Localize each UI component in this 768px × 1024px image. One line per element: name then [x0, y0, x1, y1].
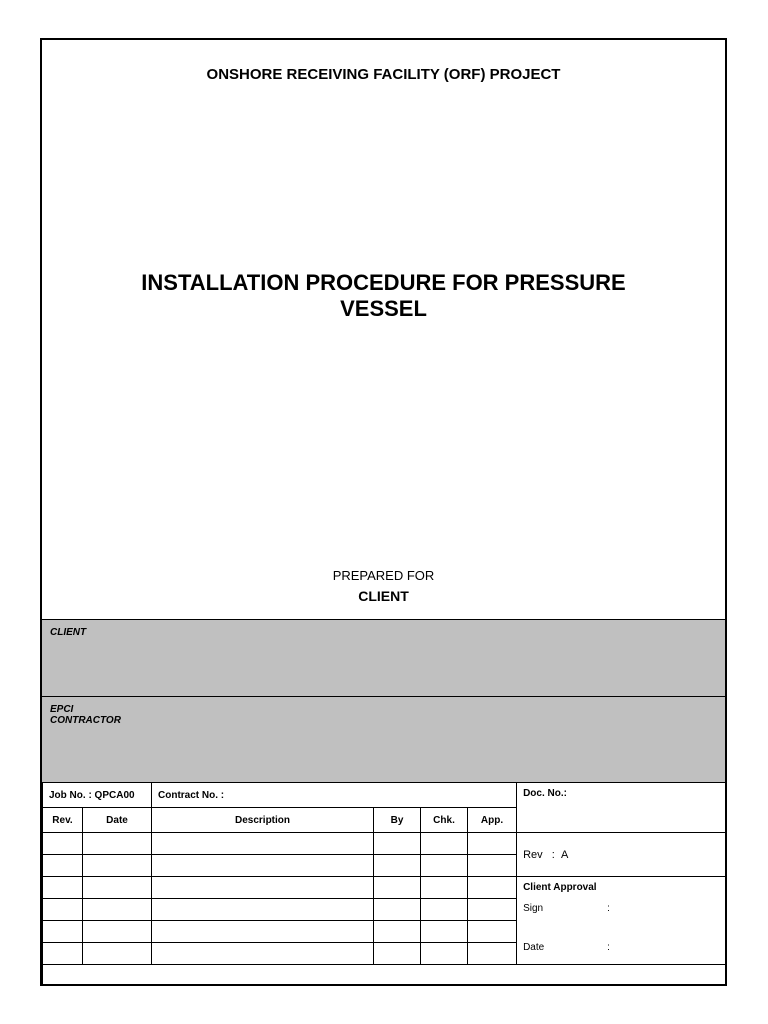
prepared-for-client: CLIENT [358, 588, 409, 604]
rev-label: Rev [523, 848, 543, 861]
header-by: By [374, 808, 421, 833]
date-label: Date [523, 942, 545, 953]
table-row [43, 877, 726, 899]
prepared-for-label: PREPARED FOR [332, 568, 435, 583]
header-app: App. [468, 808, 517, 833]
document-title-line-2: VESSEL [340, 296, 427, 321]
contract-no-cell: Contract No. : [152, 783, 517, 808]
header-chk: Chk. [421, 808, 468, 833]
document-title [42, 270, 725, 322]
header-date: Date [83, 808, 152, 833]
epci-contractor-panel [42, 696, 725, 782]
table-footer-row [43, 965, 726, 985]
document-title-line-1: INSTALLATION PROCEDURE FOR PRESSURE [141, 270, 626, 295]
doc-no-cell: Doc. No.: [517, 783, 726, 833]
client-panel-label: CLIENT [50, 627, 87, 638]
epci-label-line-1: EPCI [50, 704, 74, 715]
cover-sheet-frame [40, 38, 727, 986]
job-no-cell: Job No. : QPCA00 [43, 783, 152, 808]
header-description: Description [152, 808, 374, 833]
rev-cell [517, 833, 726, 877]
client-panel [42, 619, 725, 696]
project-name: ONSHORE RECEIVING FACILITY (ORF) PROJECT [206, 66, 561, 83]
epci-contractor-label [50, 704, 121, 726]
header-rev: Rev. [43, 808, 83, 833]
client-approval-label: Client Approval [523, 882, 597, 893]
sign-colon: : [607, 903, 610, 914]
client-approval-cell [517, 877, 726, 965]
rev-colon: : [551, 848, 555, 861]
revision-table [42, 782, 726, 985]
date-line [523, 942, 719, 953]
job-info-row [43, 783, 726, 808]
epci-label-line-2: CONTRACTOR [50, 715, 121, 726]
table-row [43, 833, 726, 855]
date-colon: : [607, 942, 610, 953]
rev-value: A [560, 848, 569, 861]
sign-label: Sign [523, 903, 544, 914]
sign-line [523, 903, 719, 914]
